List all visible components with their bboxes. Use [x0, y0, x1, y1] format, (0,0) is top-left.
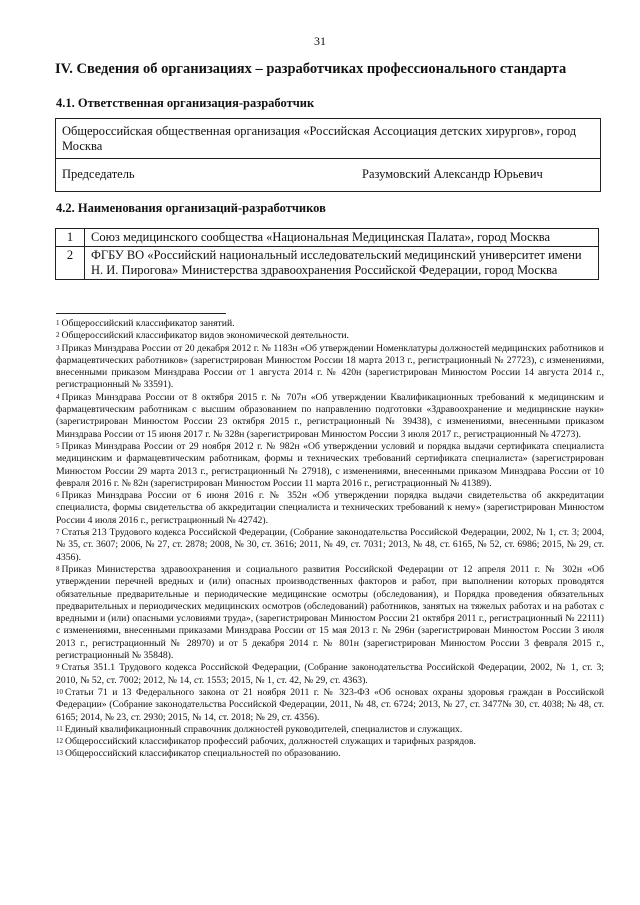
developer-orgs-table: [55, 228, 599, 280]
footnote-text: Статья 213 Трудового кодекса Российской Федерации, (Собрание законодательства Российской Федерации, 2002, № 1, ст. 3; 2004, № 35, ст. 3607; 2006, № 27, ст. 2878; 2008, № 30, ст. 3616; 2011, № 49, ст. 7031; 2013, № 48, ст. 6165, № 52, ст. 6986; 2015, № 29, ст. 4356).: [56, 527, 604, 563]
footnote: [56, 527, 604, 564]
footnote: [56, 490, 604, 527]
footnote: [56, 441, 604, 490]
footnotes: [56, 318, 604, 761]
footnote-mark: 9: [56, 663, 60, 672]
footnote-mark: 4: [56, 392, 60, 401]
footnote: [56, 687, 604, 724]
footnote-mark: 1: [56, 319, 60, 327]
footnote: [56, 736, 604, 748]
footnote-text: Приказ Минздрава России от 20 декабря 2012 г. № 1183н «Об утверждении Номенклатуры должностей медицинских работников и фармацевтических работников» (зарегистрирован Минюстом России 18 марта 2013 г., регистрационный № 27723), с изменениями, внесенными приказом Минздрава России от 1 августа 2014 г. № 420н (зарегистрирован Минюстом России 14 августа 2014 г., регистрационный № 33591).: [56, 342, 604, 391]
section-title: IV. Сведения об организациях – разработчиках профессионального стандарта: [55, 61, 567, 77]
row-number: 2: [56, 247, 85, 280]
footnote: [56, 748, 604, 760]
responsible-org-chair-row: [56, 159, 600, 191]
footnote-mark: 11: [56, 724, 63, 733]
footnote-mark: 6: [56, 491, 60, 500]
footnote-text: Приказ Минздрава России от 8 октября 2015 г. № 707н «Об утверждении Квалификационных требований к медицинским и фармацевтическим работникам с высшим образованием по направлению подготовки «Здравоохранение и медицинские науки» (зарегистрирован Минюстом России 23 октября 2015 г., регистрационный № 39438), с изменениями, внесенными приказом Минздрава России от 15 июня 2017 г. № 328н (зарегистрирован Минюстом России 3 июля 2017 г., регистрационный № 47273).: [56, 391, 604, 440]
footnote: [56, 318, 604, 330]
footnote-text: Приказ Минздрава России от 6 июня 2016 г. № 352н «Об утверждении порядка выдачи свидетельства об аккредитации специалиста, формы свидетельства об аккредитации специалиста и технических требований к нему» (зарегистрирован Минюстом России 4 июля 2016 г., регистрационный № 42742).: [56, 490, 604, 526]
org-name: Союз медицинского сообщества «Национальная Медицинская Палата», город Москва: [85, 229, 599, 247]
footnote: [56, 724, 604, 736]
footnote-text: Общероссийский классификатор специальностей по образованию.: [65, 748, 341, 760]
row-number: 1: [56, 229, 85, 247]
footnote-text: Статьи 71 и 13 Федерального закона от 21 ноября 2011 г. № 323-ФЗ «Об основах охраны здоровья граждан в Российской Федерации» (Собрание законодательства Российской Федерации, 2011, № 48, ст. 6724; 2013, № 27, ст. 3477№ 30, ст. 4038; № 48, ст. 6165; 2014, № 23, ст. 2930; 2015, № 14, ст. 2018; № 29, ст. 4356).: [56, 686, 604, 723]
table-row: [56, 247, 599, 280]
org-name: ФГБУ ВО «Российский национальный исследовательский медицинский университет имени Н. И. Пирогова» Министерства здравоохранения Российской Федерации, город Москва: [85, 247, 599, 280]
table-row: [56, 229, 599, 247]
footnote: [56, 392, 604, 441]
footnote-separator: [56, 313, 226, 314]
footnote: [56, 330, 604, 342]
chair-name: Разумовский Александр Юрьевич: [362, 167, 543, 181]
footnote: [56, 564, 604, 662]
footnote: [56, 343, 604, 392]
footnote-text: Общероссийский классификатор занятий.: [61, 318, 235, 329]
responsible-org-table: [55, 118, 601, 192]
responsible-org-name: Общероссийская общественная организация «Российская Ассоциация детских хирургов», город Москва: [56, 119, 600, 159]
footnote-mark: 12: [56, 737, 63, 746]
footnote-text: Общероссийский классификатор видов экономической деятельности.: [61, 330, 349, 342]
footnote-mark: 13: [56, 749, 63, 758]
footnote-mark: 2: [56, 331, 60, 340]
footnote-mark: 5: [56, 441, 60, 450]
footnote-mark: 10: [56, 687, 63, 696]
developer-orgs-subtitle: 4.2. Наименования организаций-разработчиков: [56, 201, 326, 215]
chair-label: Председатель: [62, 167, 135, 181]
footnote: [56, 662, 604, 687]
footnote-text: Единый квалификационный справочник должностей руководителей, специалистов и служащих.: [64, 723, 463, 735]
footnote-mark: 8: [56, 564, 60, 573]
page-number: 31: [314, 34, 326, 48]
responsible-org-subtitle: 4.1. Ответственная организация-разработчик: [56, 96, 315, 110]
footnote-mark: 3: [56, 343, 60, 352]
footnote-text: Приказ Министерства здравоохранения и социального развития Российской Федерации от 12 апреля 2011 г. № 302н «Об утверждении перечней вредных и (или) опасных производственных факторов и работ, при выполнении которых проводятся обязательные предварительные и периодические медицинские осмотры (обследования), и Порядка проведения обязательных предварительных и периодических медицинских осмотров (обследований) работников, занятых на тяжелых работах и на работах с вредными и (или) опасными условиями труда», (зарегистрирован Минюстом России 21 октября 2011 г., регистрационный № 22111) с изменениями, внесенными приказами Минздрава России от 15 мая 2013 г. № 296н (зарегистрирован Минюстом России 3 июля 2013 г., регистрационный № 28970) и от 5 декабря 2014 г. № 801н (зарегистрирован Минюстом России 3 февраля 2015 г., регистрационный № 35848).: [56, 563, 604, 662]
footnote-text: Статья 351.1 Трудового кодекса Российской Федерации, (Собрание законодательства Российской Федерации, 2002, № 1, ст. 3; 2010, № 52, ст. 7002; 2012, № 14, ст. 1553; 2015, № 1, ст. 42, № 29, ст. 4363).: [56, 662, 604, 686]
footnote-mark: 7: [56, 528, 60, 537]
footnote-text: Общероссийский классификатор профессий рабочих, должностей служащих и тарифных разрядов.: [65, 736, 476, 748]
footnote-text: Приказ Минздрава России от 29 ноября 2012 г. № 982н «Об утверждении условий и порядка выдачи сертификата специалиста медицинским и фармацевтическим работникам, формы и технических требований сертификата специалиста» (зарегистрирован Минюстом России 29 марта 2013 г., регистрационный № 27918), с изменениями, внесенными приказом Минздрава России от 10 февраля 2016 г. № 82н (зарегистрирован Минюстом России 11 марта 2016 г., регистрационный № 41389).: [56, 440, 604, 489]
